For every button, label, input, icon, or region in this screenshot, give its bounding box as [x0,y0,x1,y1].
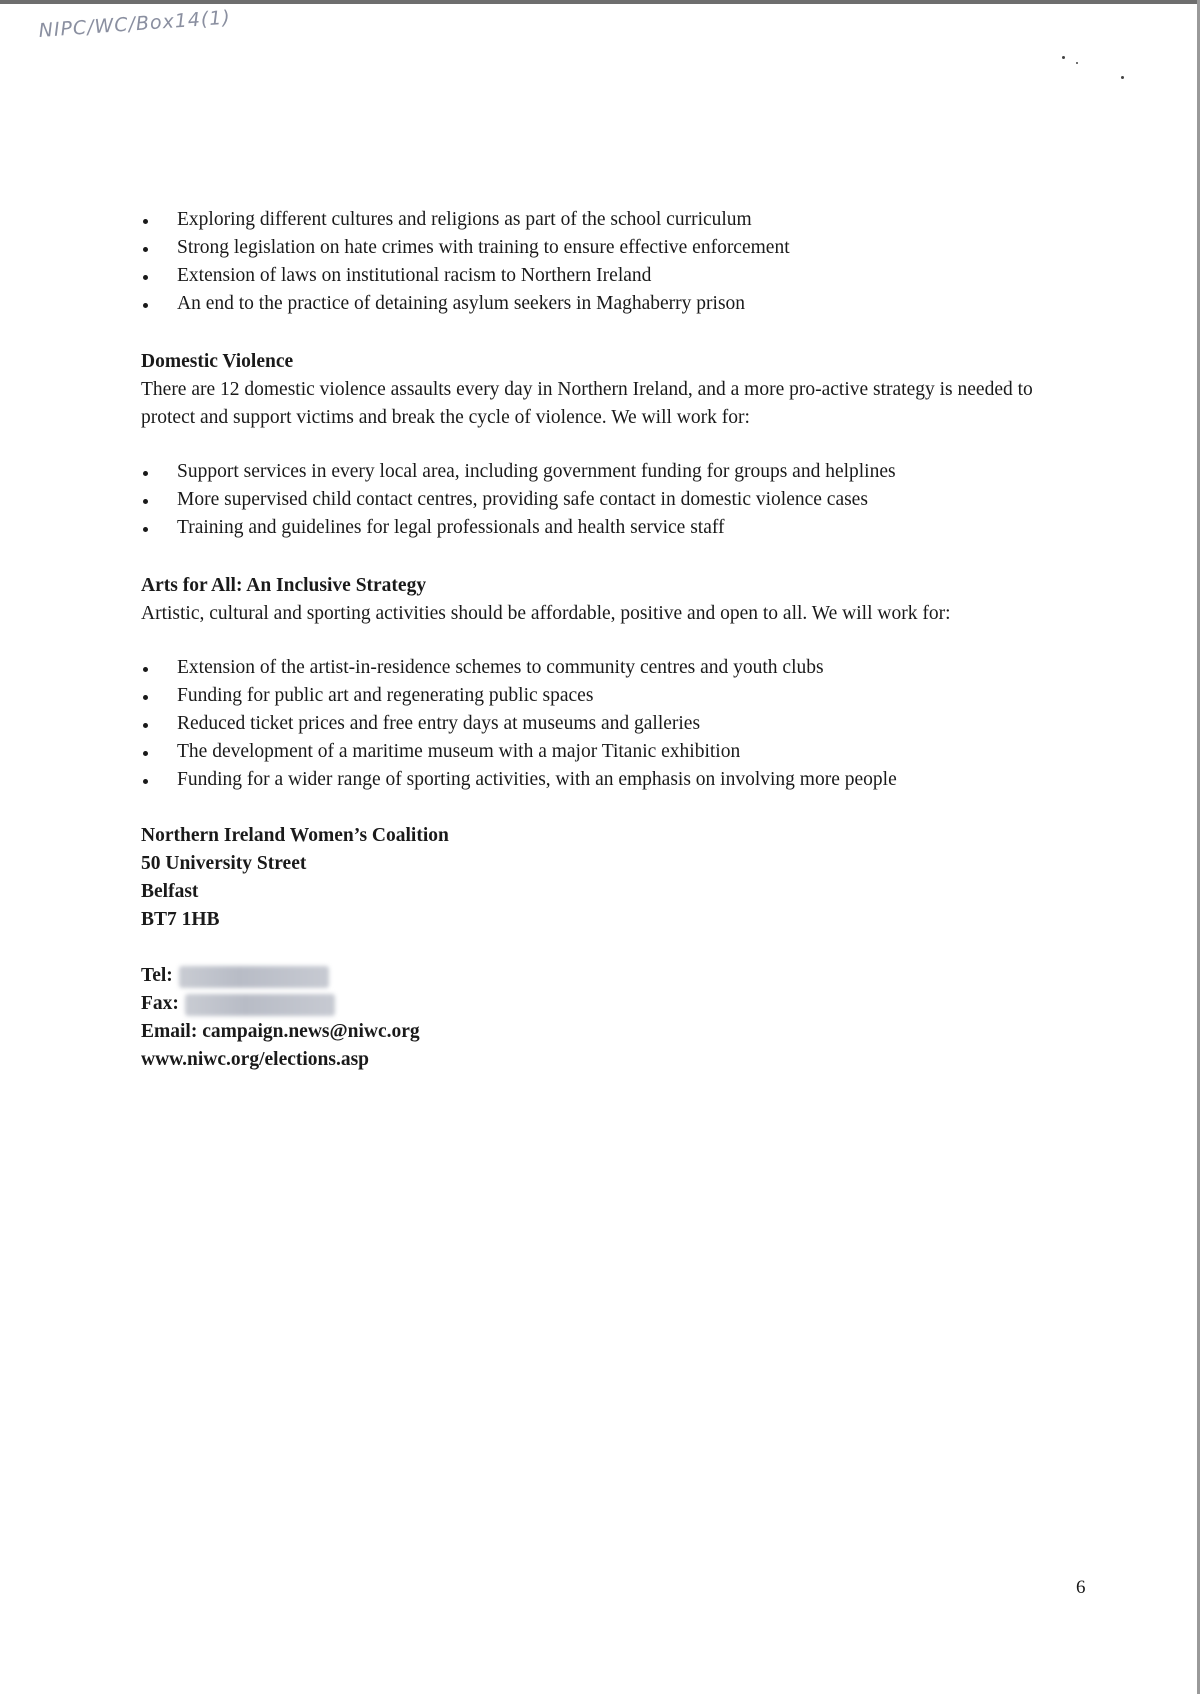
website-line: www.niwc.org/elections.asp [141,1049,370,1070]
email-line: Email: campaign.news@niwc.org [141,1021,420,1042]
list-item: Funding for public art and regenerating public spaces [141,682,1091,710]
list-item: Extension of the artist-in-residence schemes to community centres and youth clubs [141,654,1091,682]
section-heading: Domestic Violence [141,351,294,372]
section-arts-for-all [141,572,1091,794]
document-body [141,206,1091,1074]
list-item: An end to the practice of detaining asylum seekers in Maghaberry prison [141,290,1091,318]
list-item: The development of a maritime museum with a major Titanic exhibition [141,738,1091,766]
address-city: Belfast [141,881,199,902]
telephone-label: Tel: [141,965,173,986]
fax-label: Fax: [141,993,179,1014]
address-postcode: BT7 1HB [141,909,220,930]
page-number: 6 [1076,1577,1086,1598]
section-paragraph: There are 12 domestic violence assaults every day in Northern Ireland, and a more pro-active strategy is needed to protect and support victims and break the cycle of violence. We will work for: [141,379,1033,428]
list-item: Extension of laws on institutional racism to Northern Ireland [141,262,1091,290]
section-heading: Arts for All: An Inclusive Strategy [141,575,427,596]
list-item: Funding for a wider range of sporting activities, with an emphasis on involving more people [141,766,1091,794]
scan-speck [1076,62,1078,64]
section-domestic-violence [141,348,1091,542]
list-item: Support services in every local area, including government funding for groups and helplines [141,458,1091,486]
list-item: Strong legislation on hate crimes with training to ensure effective enforcement [141,234,1091,262]
list-item: Reduced ticket prices and free entry days at museums and galleries [141,710,1091,738]
redacted-fax [185,994,335,1016]
bullet-list-intro [141,206,1091,318]
redacted-telephone [179,966,329,988]
section-paragraph: Artistic, cultural and sporting activities should be affordable, positive and open to all. We will work for: [141,603,951,624]
archive-reference-handwritten: NIPC/WC/Box14(1) [38,6,232,42]
list-item: Exploring different cultures and religions as part of the school curriculum [141,206,1091,234]
telephone-line [141,962,1091,990]
list-item: More supervised child contact centres, providing safe contact in domestic violence cases [141,486,1091,514]
organisation-name: Northern Ireland Women’s Coalition [141,825,449,846]
contact-details [141,962,1091,1074]
scan-speck [1121,76,1124,79]
list-item: Training and guidelines for legal professionals and health service staff [141,514,1091,542]
address-street: 50 University Street [141,853,307,874]
bullet-list-arts [141,654,1091,794]
fax-line [141,990,1091,1018]
bullet-list-domestic-violence [141,458,1091,542]
postal-address [141,822,1091,934]
scan-top-edge [0,0,1200,4]
scan-speck [1062,56,1065,59]
